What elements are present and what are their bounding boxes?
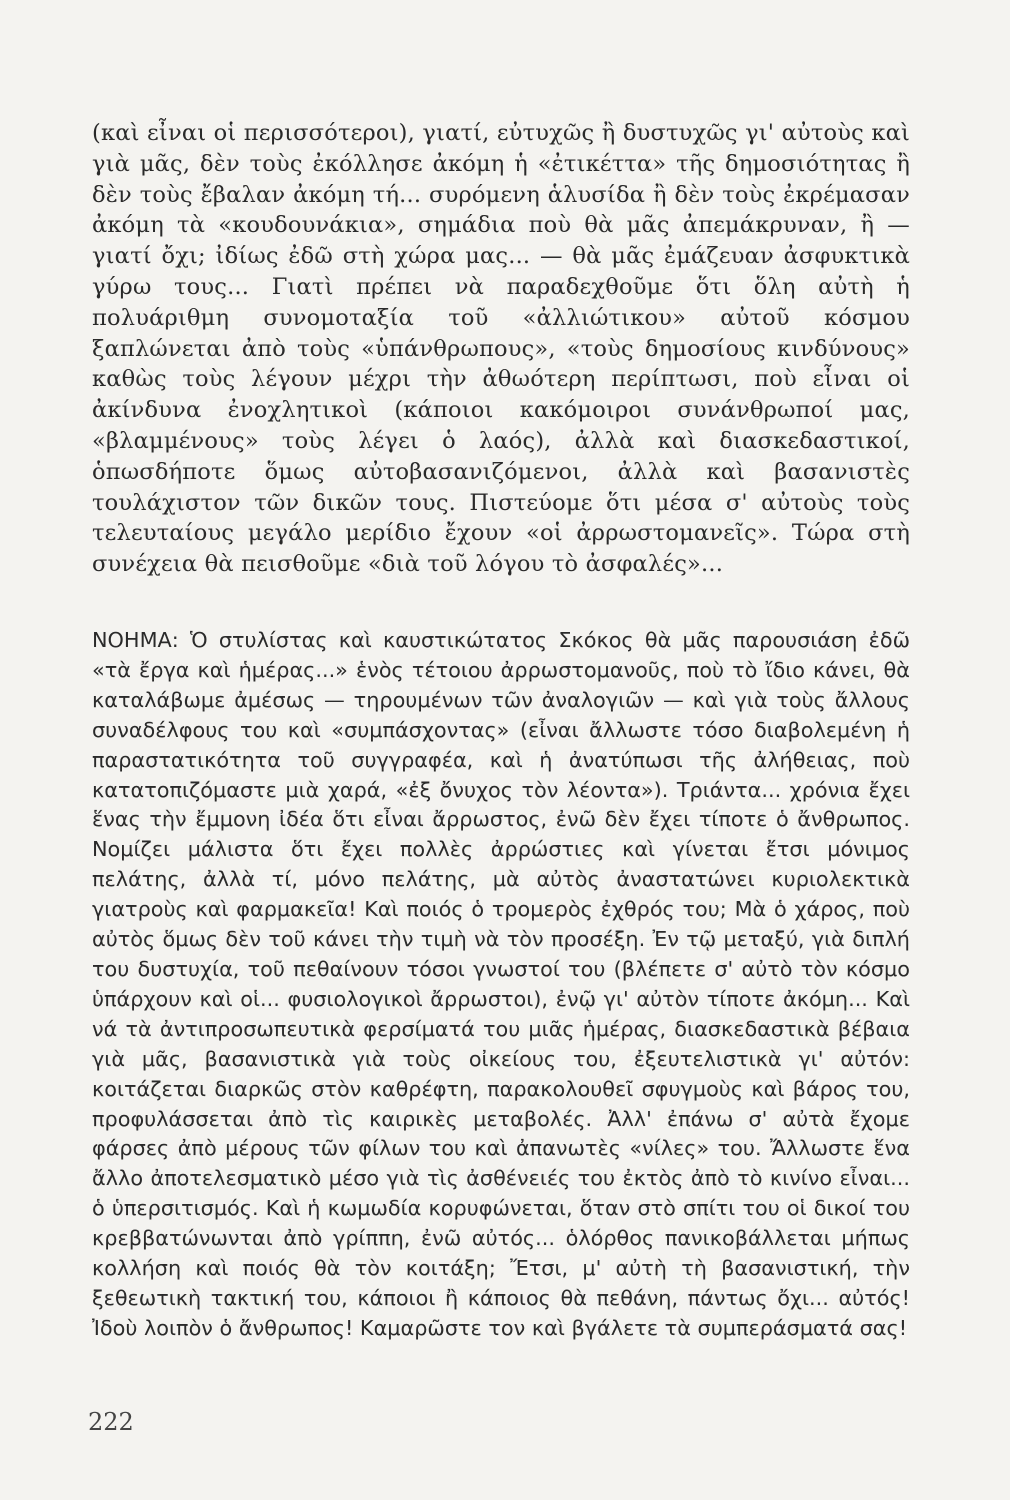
body-paragraph-1: (καὶ εἶναι οἱ περισσότεροι), γιατί, εὐτυχῶς ἢ δυστυχῶς γι' αὐτοὺς καὶ γιὰ μᾶς, δὲν τοὺς ἐκόλλησε ἀκόμη ἡ «ἐτικέττα» τῆς δημοσιότητας ἢ δὲν τοὺς ἔβαλαν ἀκόμη τή... συρόμενη ἁλυσίδα ἢ δὲν τοὺς ἐκρέμασαν ἀκόμη τὰ «κουδουνάκια», σημάδια ποὺ θὰ μᾶς ἀπεμάκρυναν, ἢ — γιατί ὄχι; ἰδίως ἐδῶ στὴ χώρα μας... — θὰ μᾶς ἐμάζευαν ἀσφυκτικὰ γύρω τους... Γιατὶ πρέπει νὰ παραδεχθοῦμε ὅτι ὅλη αὐτὴ ἡ πολυάριθμη συνομοταξία τοῦ «ἀλλιώτικου» αὐτοῦ κόσμου ξαπλώνεται ἀπὸ τοὺς «ὑπάνθρωπους», «τοὺς δημοσίους κινδύνους» καθὼς τοὺς λέγουν μέχρι τὴν ἀθωότερη περίπτωσι, ποὺ εἶναι οἱ ἀκίνδυνα ἐνοχλητικοὶ (κάποιοι κακόμοιροι συνάνθρωποί μας, «βλαμμένους» τοὺς λέγει ὁ λαός), ἀλλὰ καὶ διασκεδαστικοί, ὁπωσδήποτε ὅμως αὐτοβασανιζόμενοι, ἀλλὰ καὶ βασανιστὲς τουλάχιστον τῶν δικῶν τους. Πιστεύομε ὅτι μέσα σ' αὐτοὺς τοὺς τελευταίους μεγάλο μερίδιο ἔχουν «οἱ ἀρρωστομανεῖς». Τώρα στὴ συνέχεια θὰ πεισθοῦμε «διὰ τοῦ λόγου τὸ ἀσφαλές»... <box>92 120 910 578</box>
page-number: 222 <box>88 1408 134 1436</box>
body-paragraph-2: ΝΟΗΜΑ: Ὁ στυλίστας καὶ καυστικώτατος Σκόκος θὰ μᾶς παρουσιάση ἐδῶ «τὰ ἔργα καὶ ἡμέρας...» ἑνὸς τέτοιου ἀρρωστομανοῦς, ποὺ τὸ ἴδιο κάνει, θὰ καταλάβωμε ἀμέσως — τηρουμένων τῶν ἀναλογιῶν — καὶ γιὰ τοὺς ἄλλους συναδέλφους του καὶ «συμπάσχοντας» (εἶναι ἄλλωστε τόσο διαβολεμένη ἡ παραστατικότητα τοῦ συγγραφέα, καὶ ἡ ἀνατύπωσι τῆς ἀλήθειας, ποὺ κατατοπιζόμαστε μιὰ χαρά, «ἐξ ὄνυχος τὸν λέοντα»). Τριάντα... χρόνια ἔχει ἕνας τὴν ἔμμονη ἰδέα ὅτι εἶναι ἄρρωστος, ἐνῶ δὲν ἔχει τίποτε ὁ ἄνθρωπος. Νομίζει μάλιστα ὅτι ἔχει πολλὲς ἀρρώστιες καὶ γίνεται ἔτσι μόνιμος πελάτης, ἀλλὰ τί, μόνο πελάτης, μὰ αὐτὸς ἀναστατώνει κυριολεκτικὰ γιατροὺς καὶ φαρμακεῖα! Καὶ ποιός ὁ τρομερὸς ἐχθρός του; Μὰ ὁ χάρος, ποὺ αὐτὸς ὅμως δὲν τοῦ κάνει τὴν τιμὴ νὰ τὸν προσέξη. Ἐν τῷ μεταξύ, γιὰ διπλή του δυστυχία, τοῦ πεθαίνουν τόσοι γνωστοί του (βλέπετε σ' αὐτὸ τὸν κόσμο ὑπάρχουν καὶ οἱ... φυσιολογικοὶ ἄρρωστοι), ἐνῷ γι' αὐτὸν τίποτε ἀκόμη... Καὶ νά τὰ ἀντιπροσωπευτικὰ φερσίματά του μιᾶς ἡμέρας, διασκεδαστικὰ βέβαια γιὰ μᾶς, βασανιστικὰ γιὰ τοὺς οἰκείους του, ἐξευτελιστικὰ γι' αὐτόν: κοιτάζεται διαρκῶς στὸν καθρέφτη, παρακολουθεῖ σφυγμοὺς καὶ βάρος του, προφυλάσσεται ἀπὸ τὶς καιρικὲς μεταβολές. Ἀλλ' ἐπάνω σ' αὐτὰ ἔχομε φάρσες ἀπὸ μέρους τῶν φίλων του καὶ ἀπανωτὲς «νίλες» του. Ἄλλωστε ἕνα ἄλλο ἀποτελεσματικὸ μέσο γιὰ τὶς ἀσθένειές του ἐκτὸς ἀπὸ τὸ κινίνο εἶναι... ὁ ὑπερσιτισμός. Καὶ ἡ κωμωδία κορυφώνεται, ὅταν στὸ σπίτι του οἱ δικοί του κρεββατώνωνται ἀπὸ γρίππη, ἐνῶ αὐτός... ὁλόρθος πανικοβάλλεται μήπως κολλήση καὶ ποιός θὰ τὸν κοιτάξη; Ἔτσι, μ' αὐτὴ τὴ βασανιστική, τὴν ξεθεωτικὴ τακτική του, κάποιοι ἢ κάποιος θὰ πεθάνη, πάντως ὄχι... αὐτός! Ἰδοὺ λοιπὸν ὁ ἄνθρωπος! Καμαρῶστε τον καὶ βγάλετε τὰ συμπεράσματά σας! <box>92 628 910 1340</box>
